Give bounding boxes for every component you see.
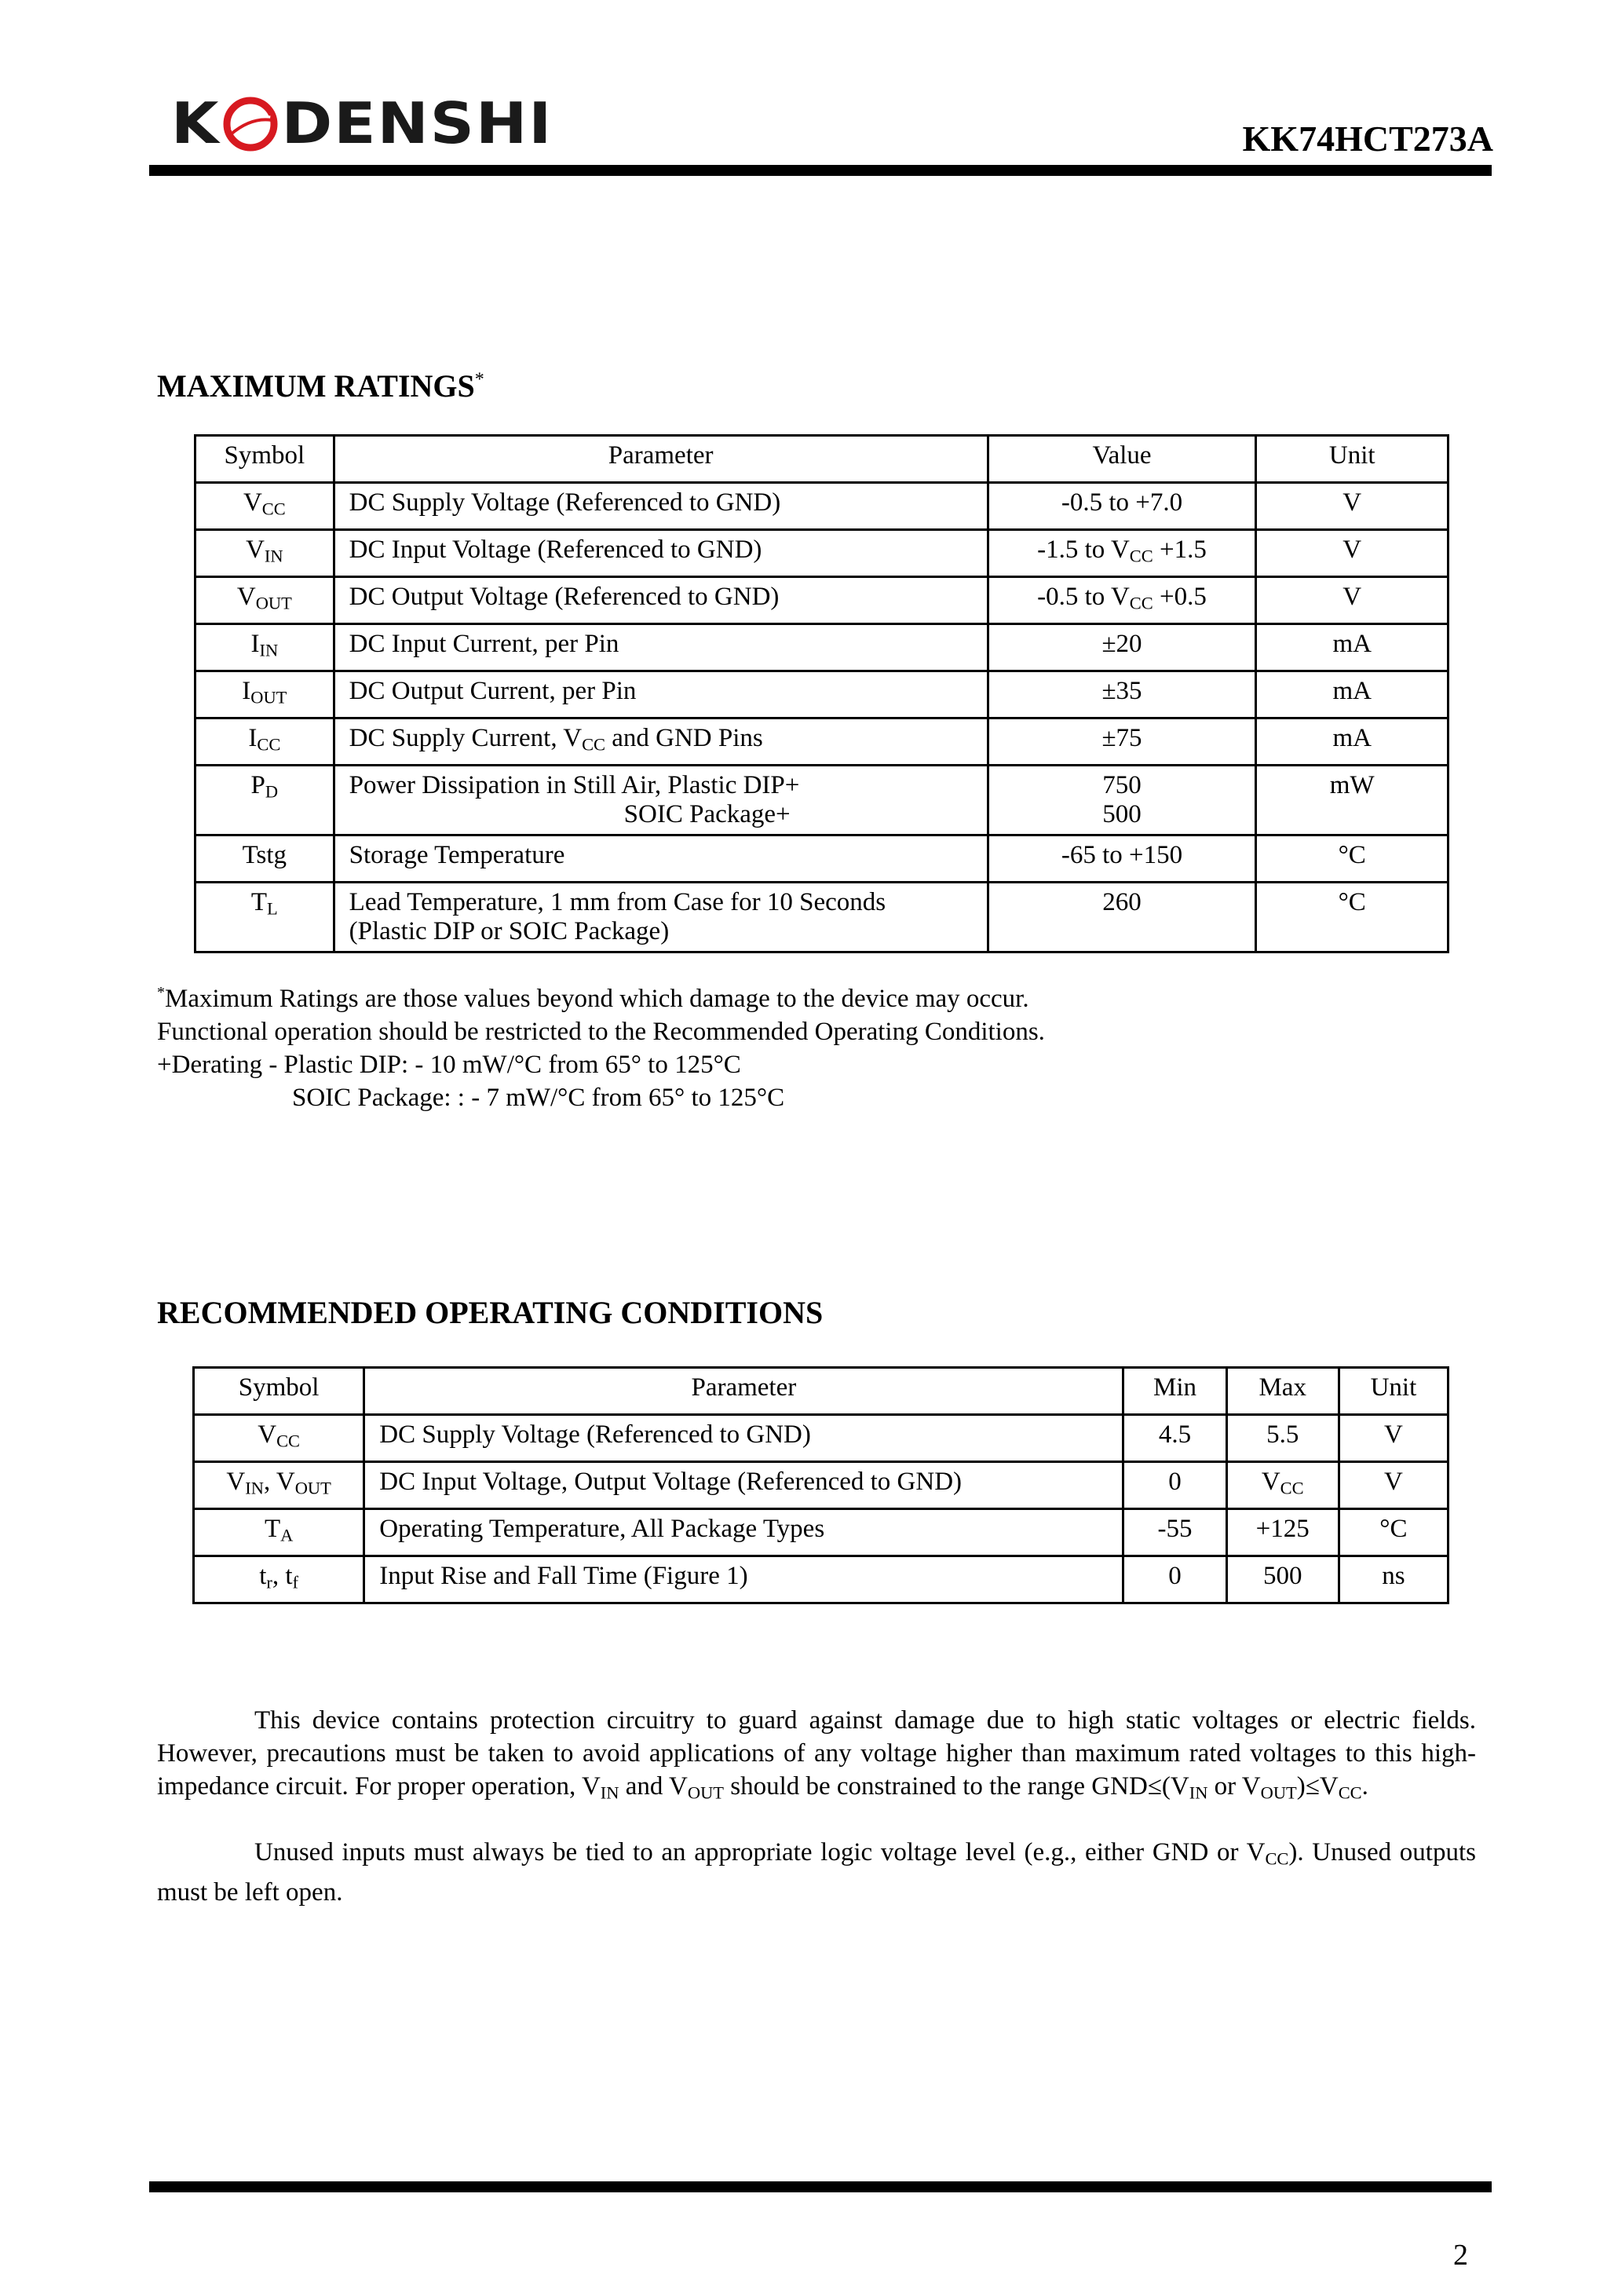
- parameter-cell: Power Dissipation in Still Air, Plastic DIP+ SOIC Package+: [334, 766, 988, 835]
- note-line: +Derating - Plastic DIP: - 10 mW/°C from 65° to 125°C: [157, 1051, 741, 1079]
- value-cell: -65 to +150: [988, 835, 1256, 883]
- table-row: [194, 1415, 1448, 1462]
- column-header: Min: [1123, 1368, 1226, 1415]
- symbol-cell: Tstg: [195, 835, 334, 883]
- symbol-cell: $I_{IN}$: [195, 624, 334, 671]
- parameter-cell: DC Input Current, per Pin: [334, 624, 988, 671]
- rec-conditions-table: [192, 1366, 1449, 1604]
- unit-cell: °C: [1256, 835, 1448, 883]
- value-cell: 260: [988, 883, 1256, 952]
- table-row: [194, 1556, 1448, 1603]
- unit-cell: mA: [1256, 718, 1448, 766]
- parameter-cell: DC Output Voltage (Referenced to GND): [334, 577, 988, 624]
- max-ratings-title: MAXIMUM RATINGS*: [157, 368, 484, 404]
- unit-cell: °C: [1256, 883, 1448, 952]
- symbol-cell: $P_D$: [195, 766, 334, 835]
- table-row: [195, 718, 1448, 766]
- logo-circle-icon: [223, 97, 278, 152]
- company-logo: [171, 93, 553, 155]
- value-cell: 750 500: [988, 766, 1256, 835]
- column-header: Symbol: [195, 436, 334, 483]
- value-cell: ±20: [988, 624, 1256, 671]
- parameter-cell: DC Input Voltage (Referenced to GND): [334, 530, 988, 577]
- min-cell: 0: [1123, 1462, 1226, 1509]
- note-line: *Maximum Ratings are those values beyond which damage to the device may occur.: [157, 984, 1029, 1013]
- table-row: [195, 766, 1448, 835]
- value-cell: ±35: [988, 671, 1256, 718]
- value-cell: -0.5 to +7.0: [988, 483, 1256, 530]
- unit-cell: ns: [1339, 1556, 1448, 1603]
- max-ratings-notes: [157, 976, 1045, 1114]
- table-row: [195, 624, 1448, 671]
- max-cell: 5.5: [1226, 1415, 1339, 1462]
- unit-cell: mA: [1256, 624, 1448, 671]
- note-line: Functional operation should be restricted to the Recommended Operating Conditions.: [157, 1018, 1045, 1046]
- rec-conditions-title: RECOMMENDED OPERATING CONDITIONS: [157, 1295, 824, 1330]
- column-header: Value: [988, 436, 1256, 483]
- column-header: Symbol: [194, 1368, 364, 1415]
- unit-cell: V: [1256, 483, 1448, 530]
- column-header: Unit: [1339, 1368, 1448, 1415]
- parameter-cell: DC Output Current, per Pin: [334, 671, 988, 718]
- table-header-row: [195, 436, 1448, 483]
- unit-cell: °C: [1339, 1509, 1448, 1556]
- table-row: [195, 530, 1448, 577]
- table-row: [194, 1462, 1448, 1509]
- symbol-cell: $V_{OUT}$: [195, 577, 334, 624]
- symbol-cell: $V_{IN}$: [195, 530, 334, 577]
- symbol-cell: $I_{CC}$: [195, 718, 334, 766]
- unit-cell: mA: [1256, 671, 1448, 718]
- table-header-row: [194, 1368, 1448, 1415]
- symbol-cell: $V_{CC}$: [195, 483, 334, 530]
- table-row: [195, 883, 1448, 952]
- max-cell: 500: [1226, 1556, 1339, 1603]
- table-row: [195, 483, 1448, 530]
- unit-cell: V: [1256, 530, 1448, 577]
- document-code: KK74HCT273A: [1242, 119, 1493, 159]
- symbol-cell: $I_{OUT}$: [195, 671, 334, 718]
- parameter-cell: Operating Temperature, All Package Types: [364, 1509, 1123, 1556]
- min-cell: 0: [1123, 1556, 1226, 1603]
- unit-cell: V: [1256, 577, 1448, 624]
- parameter-cell: Lead Temperature, 1 mm from Case for 10 Seconds (Plastic DIP or SOIC Package): [334, 883, 988, 952]
- parameter-cell: DC Supply Current, $V_{CC}$ and GND Pins: [334, 718, 988, 766]
- symbol-cell: $T_A$: [194, 1509, 364, 1556]
- parameter-cell: DC Supply Voltage (Referenced to GND): [334, 483, 988, 530]
- column-header: Parameter: [364, 1368, 1123, 1415]
- table-row: [195, 577, 1448, 624]
- value-cell: -0.5 to $V_{CC} +0.5$: [988, 577, 1256, 624]
- max-ratings-table: [194, 434, 1449, 953]
- unit-cell: V: [1339, 1415, 1448, 1462]
- column-header: Max: [1226, 1368, 1339, 1415]
- protection-paragraph: This device contains protection circuitry to guard against damage due to high static voltages or electric fields. However, precautions must be taken to avoid applications of any voltage higher than maximum rated voltages to this high-impedance circuit. For proper operation, $V_{IN}$ and $V_{OUT}$ should be constrained to the range $GND\le(V_{IN}$ or $V_{OUT})\le V_{CC}$.: [157, 1706, 1476, 1803]
- parameter-cell: Storage Temperature: [334, 835, 988, 883]
- note-line: SOIC Package: : - 7 mW/°C from 65° to 125°C: [292, 1084, 785, 1112]
- parameter-cell: DC Supply Voltage (Referenced to GND): [364, 1415, 1123, 1462]
- symbol-cell: $V_{CC}$: [194, 1415, 364, 1462]
- unused-inputs-paragraph: Unused inputs must always be tied to an appropriate logic voltage level (e.g., either GND or $V_{CC}$). Unused outputs must be left open.: [157, 1838, 1476, 1907]
- min-cell: 4.5: [1123, 1415, 1226, 1462]
- value-cell: -1.5 to $V_{CC} +1.5$: [988, 530, 1256, 577]
- symbol-cell: $V_{IN}$, $V_{OUT}$: [194, 1462, 364, 1509]
- column-header: Parameter: [334, 436, 988, 483]
- footer-rule: [149, 2181, 1492, 2192]
- parameter-cell: DC Input Voltage, Output Voltage (Referenced to GND): [364, 1462, 1123, 1509]
- min-cell: -55: [1123, 1509, 1226, 1556]
- header-rule: [149, 165, 1492, 176]
- table-row: [194, 1509, 1448, 1556]
- logo-wordmark: DENSHI: [281, 91, 553, 157]
- symbol-cell: $t_r$, $t_f$: [194, 1556, 364, 1603]
- max-cell: +125: [1226, 1509, 1339, 1556]
- value-cell: ±75: [988, 718, 1256, 766]
- unit-cell: mW: [1256, 766, 1448, 835]
- page-number: 2: [1453, 2239, 1468, 2272]
- unit-cell: V: [1339, 1462, 1448, 1509]
- logo-letter-k: K: [171, 91, 221, 157]
- parameter-cell: Input Rise and Fall Time (Figure 1): [364, 1556, 1123, 1603]
- column-header: Unit: [1256, 436, 1448, 483]
- table-row: [195, 671, 1448, 718]
- table-row: [195, 835, 1448, 883]
- symbol-cell: $T_L$: [195, 883, 334, 952]
- max-cell: $V_{CC}$: [1226, 1462, 1339, 1509]
